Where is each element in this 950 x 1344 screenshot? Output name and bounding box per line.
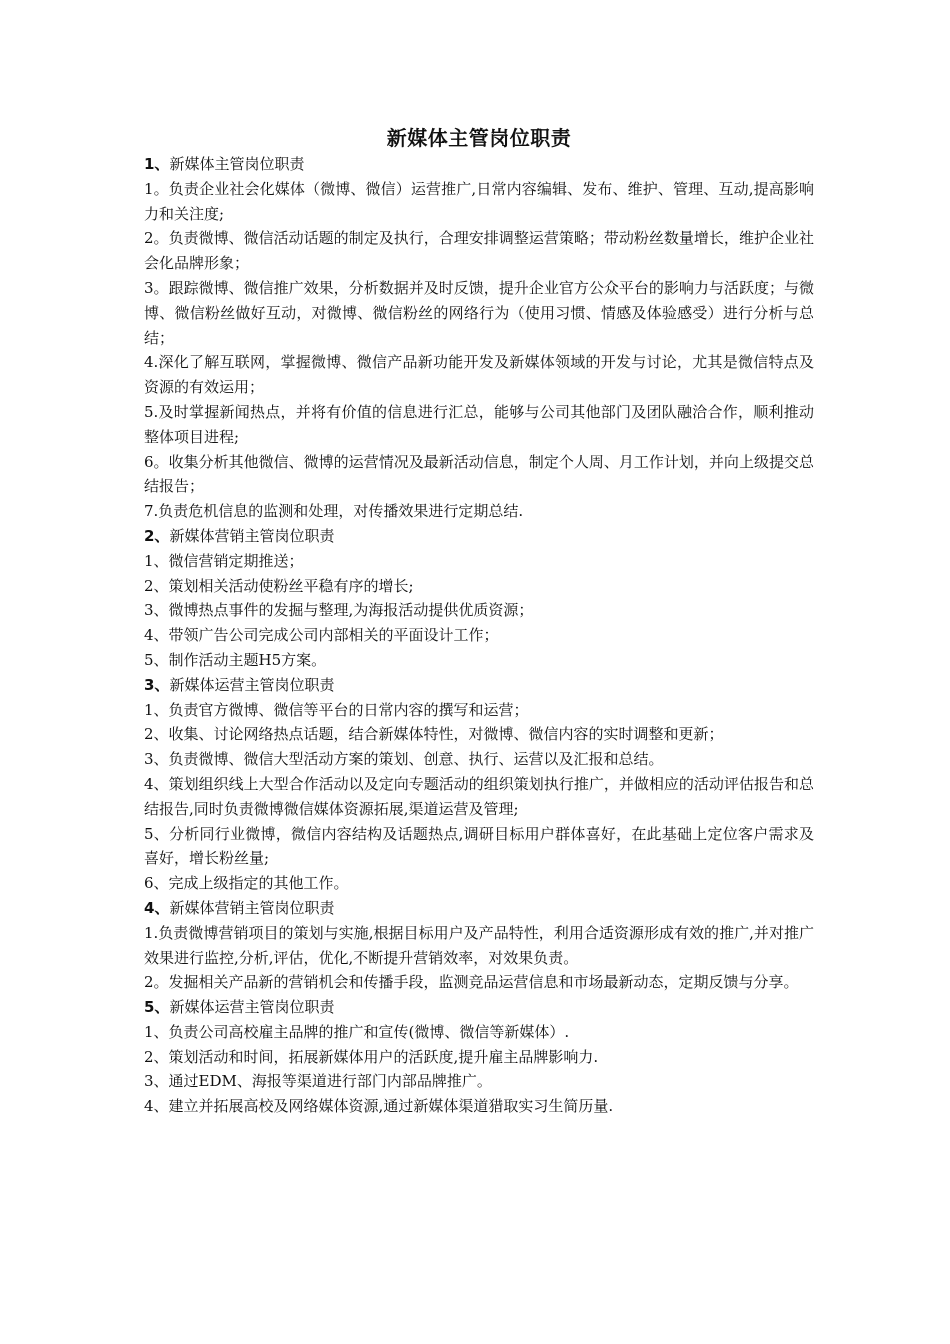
list-item: 1、负责公司高校雇主品牌的推广和宣传(微博、微信等新媒体）.: [144, 1022, 570, 1041]
section-number: 3、: [144, 675, 170, 694]
list-item: 2。发掘相关产品新的营销机会和传播手段，监测竞品运营信息和市场最新动态，定期反馈与分享。: [144, 973, 799, 992]
list-item: 7.负责危机信息的监测和处理，对传播效果进行定期总结.: [144, 502, 524, 521]
section-number: 2、: [144, 526, 170, 545]
list-item: 6、完成上级指定的其他工作。: [144, 874, 349, 893]
section-title: 新媒体营销主管岗位职责: [169, 526, 335, 545]
list-item: 3、微博热点事件的发掘与整理,为海报活动提供优质资源；: [144, 601, 534, 620]
section-heading: [144, 673, 814, 698]
section-number: 5、: [144, 998, 170, 1017]
list-item: 4、策划组织线上大型合作活动以及定向专题活动的组织策划执行推广，并做相应的活动评估报告和总结报告,同时负责微博微信媒体资源拓展,渠道运营及管理;: [144, 774, 814, 818]
document-title: 新媒体主管岗位职责: [386, 126, 572, 150]
section-5: [144, 995, 814, 1119]
section-title: 新媒体营销主管岗位职责: [169, 898, 335, 917]
section-title: 新媒体主管岗位职责: [169, 155, 305, 173]
section-title: 新媒体运营主管岗位职责: [169, 675, 335, 694]
section-title: 新媒体运营主管岗位职责: [169, 998, 335, 1017]
list-item: 1、负责官方微博、微信等平台的日常内容的撰写和运营；: [144, 700, 529, 719]
section-2: [144, 524, 814, 673]
section-heading: [144, 524, 814, 549]
section-4: [144, 896, 814, 995]
document-body: [144, 124, 814, 1119]
section-1: [144, 152, 814, 524]
list-item: 2、收集、讨论网络热点话题，结合新媒体特性，对微博、微信内容的实时调整和更新；: [144, 725, 724, 744]
list-item: 4.深化了解互联网，掌握微博、微信产品新功能开发及新媒体领域的开发与讨论，尤其是微信特点及资源的有效运用；: [144, 353, 814, 397]
list-item: 5.及时掌握新闻热点，并将有价值的信息进行汇总，能够与公司其他部门及团队融洽合作，顺利推动整体项目进程;: [144, 402, 814, 446]
list-item: 4、带领广告公司完成公司内部相关的平面设计工作；: [144, 626, 499, 645]
list-item: 3、负责微博、微信大型活动方案的策划、创意、执行、运营以及汇报和总结。: [144, 750, 664, 769]
section-heading: [144, 152, 814, 177]
list-item: 3。跟踪微博、微信推广效果，分析数据并及时反馈，提升企业官方公众平台的影响力与活跃度；与微博、微信粉丝做好互动，对微博、微信粉丝的网络行为（使用习惯、情感及体验感受）进行分析与总结；: [144, 278, 814, 347]
section-heading: [144, 995, 814, 1020]
list-item: 2、策划活动和时间，拓展新媒体用户的活跃度,提升雇主品牌影响力.: [144, 1047, 599, 1066]
list-item: 5、分析同行业微博，微信内容结构及话题热点,调研目标用户群体喜好，在此基础上定位客户需求及喜好，增长粉丝量;: [144, 824, 814, 868]
list-item: 2。负责微博、微信活动话题的制定及执行，合理安排调整运营策略；带动粉丝数量增长，维护企业社会化品牌形象；: [144, 229, 814, 273]
list-item: 5、制作活动主题H5方案。: [144, 650, 327, 669]
list-item: 1、微信营销定期推送；: [144, 551, 304, 570]
list-item: 4、建立并拓展高校及网络媒体资源,通过新媒体渠道猎取实习生简历量.: [144, 1097, 614, 1116]
list-item: 3、通过EDM、海报等渠道进行部门内部品牌推广。: [144, 1072, 492, 1091]
list-item: 2、策划相关活动使粉丝平稳有序的增长;: [144, 576, 414, 595]
section-heading: [144, 896, 814, 921]
section-number: 4、: [144, 898, 170, 917]
section-3: [144, 673, 814, 896]
list-item: 1。负责企业社会化媒体（微博、微信）运营推广,日常内容编辑、发布、维护、管理、互动,提高影响力和关注度;: [144, 179, 814, 223]
list-item: 6。收集分析其他微信、微博的运营情况及最新活动信息，制定个人周、月工作计划，并向上级提交总结报告；: [144, 452, 814, 496]
list-item: 1.负责微博营销项目的策划与实施,根据目标用户及产品特性，利用合适资源形成有效的推广,并对推广效果进行监控,分析,评估，优化,不断提升营销效率，对效果负责。: [144, 923, 814, 967]
section-number: 1、: [144, 155, 170, 173]
